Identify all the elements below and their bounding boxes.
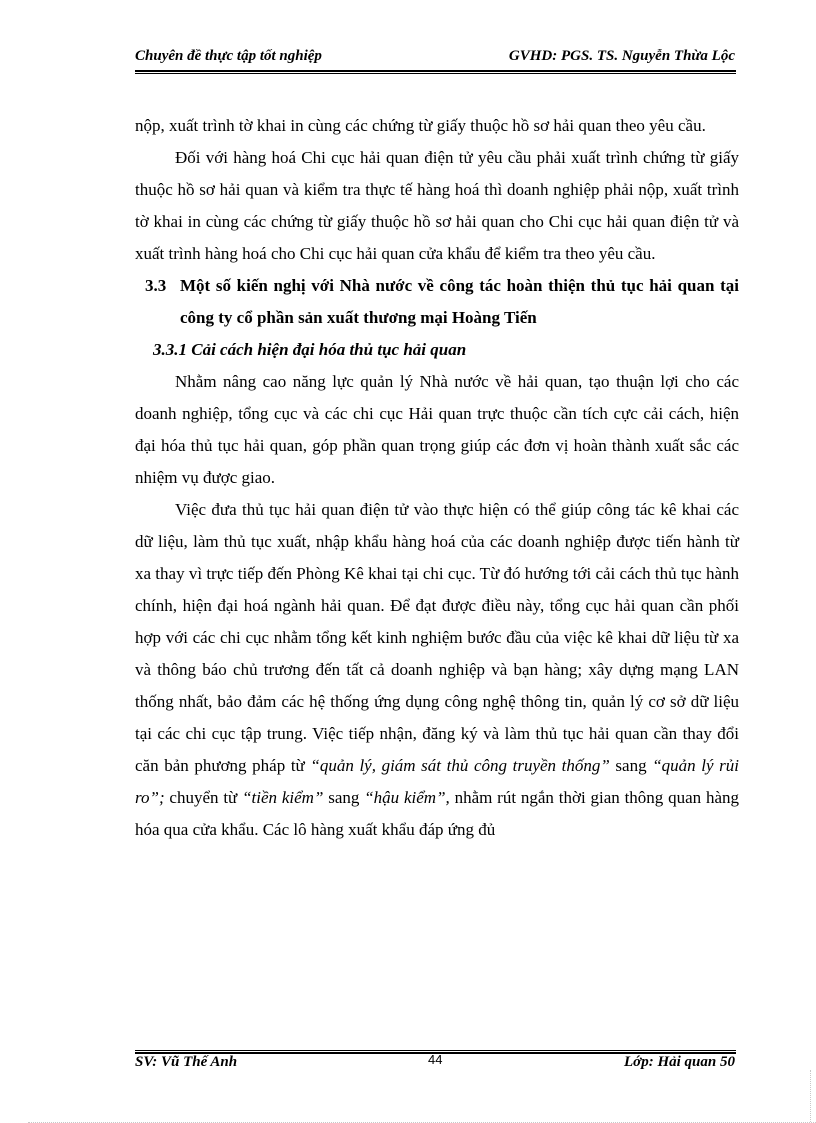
page-header: [135, 48, 735, 70]
text-run: nhằm rút ngắn thời gian thông quan hàng hóa qua cửa khẩu. Các lô hàng xuất khẩu đáp ứng đủ: [135, 788, 740, 839]
paragraph-reform-goal: Nhằm nâng cao năng lực quản lý Nhà nước về hải quan, tạo thuận lợi cho các doanh nghiệp, tổng cục và các chi cục Hải quan trực thuộc cần tích cực cải cách, hiện đại hóa thủ tục hải quan, góp phần quan trọng giúp các đơn vị hoàn thành xuất sắc các nhiệm vụ được giao.: [135, 372, 739, 487]
page-footer: [135, 1054, 735, 1076]
quote-pre-inspection: “tiền kiểm”: [242, 788, 324, 807]
footer-student-name: SV: Vũ Thế Anh: [135, 1054, 238, 1070]
section-title: Một số kiến nghị với Nhà nước về công tác hoàn thiện thủ tục hải quan tại công ty cổ phần sản xuất thương mại Hoàng Tiến: [180, 276, 739, 327]
section-number: 3.3: [145, 276, 167, 295]
quote-post-inspection: “hậu kiểm”,: [364, 788, 450, 807]
paragraph-continuation: nộp, xuất trình tờ khai in cùng các chứng từ giấy thuộc hồ sơ hải quan theo yêu cầu.: [135, 116, 706, 135]
header-supervisor: GVHD: PGS. TS. Nguyễn Thừa Lộc: [508, 48, 735, 64]
text-run: chuyển từ: [164, 788, 243, 807]
quote-risk-management: “quản lý rủi ro”;: [135, 756, 739, 807]
section-heading: [135, 270, 739, 334]
text-run: sang: [323, 788, 365, 807]
page-content: [135, 110, 739, 846]
text-run: sang: [609, 756, 653, 775]
quote-traditional-control: “quản lý, giám sát thủ công truyền thống”: [310, 756, 610, 775]
header-divider: [135, 70, 736, 74]
page-edge-dotted-line: [810, 1070, 811, 1122]
header-document-title: Chuyên đề thực tập tốt nghiệp: [135, 48, 322, 64]
paragraph-electronic-customs: [135, 494, 739, 846]
footer-class-name: Lớp: Hải quan 50: [624, 1054, 735, 1070]
page-number: 44: [428, 1052, 443, 1067]
text-run: Việc đưa thủ tục hải quan điện tử vào thực hiện có thể giúp công tác kê khai các dữ liệu, làm thủ tục xuất, nhập khẩu hàng hoá của các doanh nghiệp được tiến hành từ xa thay vì trực tiếp đến Phòng Kê khai tại chi cục. Từ đó hướng tới cải cách thủ tục hành chính, hiện đại hoá ngành hải quan. Để đạt được điều này, tổng cục hải quan cần phối hợp với các chi cục nhằm tổng kết kinh nghiệm bước đầu của việc kê khai dữ liệu từ xa và thông báo chủ trương đến tất cả doanh nghiệp và bạn hàng; xây dựng mạng LAN thống nhất, bảo đảm các hệ thống ứng dụng công nghệ thông tin, quản lý cơ sở dữ liệu tại các chi cục tập trung. Việc tiếp nhận, đăng ký và làm thủ tục hải quan cần thay đổi căn bản phương pháp từ: [135, 500, 739, 775]
paragraph-paper-documents: Đối với hàng hoá Chi cục hải quan điện tử yêu cầu phải xuất trình chứng từ giấy thuộc hồ sơ hải quan và kiểm tra thực tế hàng hoá thì doanh nghiệp phải nộp, xuất trình tờ khai in cùng các chứng từ giấy thuộc hồ sơ hải quan cho Chi cục hải quan điện tử và xuất trình hàng hoá cho Chi cục hải quan cửa khẩu để kiểm tra theo yêu cầu.: [135, 148, 739, 263]
subsection-heading: 3.3.1 Cải cách hiện đại hóa thủ tục hải quan: [153, 340, 467, 359]
